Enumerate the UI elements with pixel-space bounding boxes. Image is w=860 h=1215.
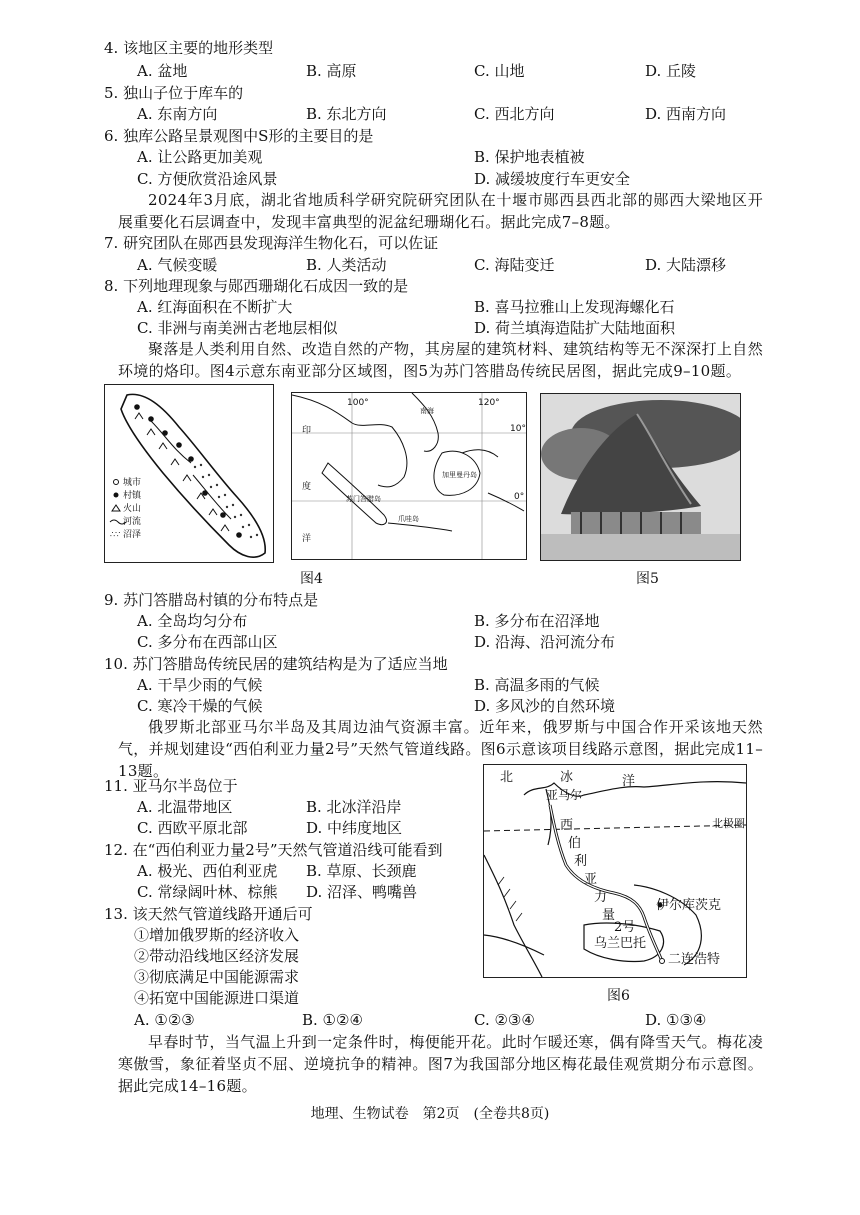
q6-option-d: D. 减缓坡度行车更安全 [474,170,631,188]
label-irkutsk: 伊尔库茨克 [656,898,722,913]
q4-option-a: A. 盆地 [137,62,188,80]
q7-option-b: B. 人类活动 [306,256,387,274]
legend-city: 城市 [123,478,142,488]
figure-5-caption: 图5 [636,571,659,587]
label-du: 度 [302,482,312,492]
q8-stem: 8. 下列地理现象与郧西珊瑚化石成因一致的是 [104,277,409,295]
q4-option-b: B. 高原 [306,62,357,80]
q7-option-a: A. 气候变暖 [137,256,218,274]
label-li2: 力 [594,890,608,905]
label-no2: 2号 [614,920,636,935]
q8-option-d: D. 荷兰填海造陆扩大陆地面积 [474,319,676,337]
label-ulaanbaatar: 乌兰巴托 [594,936,647,951]
q9-option-b: B. 多分布在沼泽地 [474,612,600,630]
q11-stem: 11. 亚马尔半岛位于 [104,777,238,795]
q13-item-2: ②带动沿线地区经济发展 [134,947,300,965]
house-photo-svg [541,394,740,560]
q10-option-d: D. 多风沙的自然环境 [474,697,616,715]
legend-town: 村镇 [123,491,142,501]
intro-14-16: 早春时节，当气温上升到一定条件时，梅便能开花。此时乍暖还寒，偶有降雪天气。梅花凌寒傲雪，象征着坚贞不屈、逆境抗争的精神。图7为我国部分地区梅花最佳观赏期分布示意图。据此完成14–16题。 [118,1033,763,1095]
intro-9-10: 聚落是人类利用自然、改造自然的产物，其房屋的建筑材料、建筑结构等无不深深打上自然环境的烙印。图4示意东南亚部分区域图，图5为苏门答腊岛传统民居图，据此完成9–10题。 [118,340,763,380]
q5-stem: 5. 独山子位于库车的 [104,84,244,102]
intro-7-8: 2024年3月底，湖北省地质科学研究院研究团队在十堰市郧西县西北部的郧西大梁地区开展重要化石层调查中，发现丰富典型的泥盆纪珊瑚化石。据此完成7–8题。 [118,191,763,231]
q13-stem: 13. 该天然气管道线路开通后可 [104,905,313,923]
label-bing: 冰 [560,770,574,785]
svg-text:∴∵: ∴∵ [110,530,121,539]
q12-option-c: C. 常绿阔叶林、棕熊 [137,883,278,901]
sumatra-map-svg [105,385,273,562]
q12-option-b: B. 草原、长颈鹿 [306,862,417,880]
figure-4-southeast-asia-map [291,392,527,560]
q11-option-d: D. 中纬度地区 [306,819,403,837]
q6-option-a: A. 让公路更加美观 [137,148,263,166]
q10-option-c: C. 寒冷干燥的气候 [137,697,263,715]
q9-option-a: A. 全岛均匀分布 [137,612,248,630]
label-yang: 洋 [622,774,636,789]
lon-120-label: 120° [478,398,500,408]
figure-4-caption: 图4 [300,571,323,587]
label-sumatra: 苏门答腊岛 [346,495,381,503]
lon-100-label: 100° [347,398,369,408]
q10-option-b: B. 高温多雨的气候 [474,676,600,694]
q4-option-c: C. 山地 [474,62,525,80]
q13-option-d: D. ①③④ [645,1011,707,1029]
q13-item-1: ①增加俄罗斯的经济收入 [134,926,300,944]
q12-option-d: D. 沼泽、鸭嘴兽 [306,883,418,901]
q12-stem: 12. 在“西伯利亚力量2号”天然气管道沿线可能看到 [104,841,443,859]
q4-stem: 4. 该地区主要的地形类型 [104,39,274,57]
q13-option-b: B. ①②④ [302,1011,363,1029]
q10-option-a: A. 干旱少雨的气候 [137,676,263,694]
label-xi: 西 [560,818,574,833]
label-yin: 印 [302,426,312,436]
q11-option-a: A. 北温带地区 [137,798,233,816]
lat-10-label: 10° [510,424,526,434]
label-yamal: 亚马尔 [546,788,583,802]
q6-stem: 6. 独库公路呈景观图中S形的主要目的是 [104,127,374,145]
q8-option-b: B. 喜马拉雅山上发现海螺化石 [474,298,675,316]
label-arctic-circle: 北极圈 [712,817,745,830]
lat-0-label: 0° [514,492,525,502]
legend-volcano: 火山 [123,504,142,514]
label-ya: 亚 [584,872,598,887]
q6-option-c: C. 方便欣赏沿途风景 [137,170,278,188]
figure-4-sumatra-map [104,384,274,563]
q11-option-c: C. 西欧平原北部 [137,819,248,837]
q9-option-d: D. 沿海、沿河流分布 [474,633,616,651]
legend-swamp: 沼泽 [123,530,142,540]
q5-option-a: A. 东南方向 [137,105,218,123]
legend-river: 河流 [123,517,142,527]
q10-stem: 10. 苏门答腊岛传统民居的建筑结构是为了适应当地 [104,655,448,673]
q9-stem: 9. 苏门答腊岛村镇的分布特点是 [104,591,319,609]
q5-option-d: D. 西南方向 [645,105,727,123]
label-erenhot: 二连浩特 [668,952,721,967]
label-yang: 洋 [302,534,312,544]
figure-6-caption: 图6 [607,988,630,1004]
q5-option-c: C. 西北方向 [474,105,555,123]
label-java: 爪哇岛 [398,515,419,523]
q7-option-d: D. 大陆漂移 [645,256,727,274]
q11-option-b: B. 北冰洋沿岸 [306,798,402,816]
intro-11-13: 俄罗斯北部亚马尔半岛及其周边油气资源丰富。近年来，俄罗斯与中国合作开采该地天然气，并规划建设“西伯利亚力量2号”天然气管道线路。图6示意该项目线路示意图，据此完成11–13题。 [118,718,763,780]
q7-stem: 7. 研究团队在郧西县发现海洋生物化石，可以佐证 [104,234,439,252]
q9-option-c: C. 多分布在西部山区 [137,633,278,651]
label-bo: 伯 [568,836,582,851]
q13-option-a: A. ①②③ [134,1011,195,1029]
sea-map-svg [292,393,526,559]
q13-option-c: C. ②③④ [474,1011,535,1029]
q12-option-a: A. 极光、西伯利亚虎 [137,862,278,880]
q4-option-d: D. 丘陵 [645,62,697,80]
q8-option-c: C. 非洲与南美洲古老地层相似 [137,319,338,337]
page-footer: 地理、生物试卷 第2页 (全卷共8页) [310,1106,550,1122]
q5-option-b: B. 东北方向 [306,105,387,123]
q8-option-a: A. 红海面积在不断扩大 [137,298,293,316]
label-bei: 北 [500,770,514,785]
q6-option-b: B. 保护地表植被 [474,148,585,166]
q13-item-3: ③彻底满足中国能源需求 [134,968,300,986]
figure-5-house-photo [540,393,741,561]
label-nanhai: 南海 [420,407,434,415]
label-liang: 量 [602,908,616,923]
label-li: 利 [574,854,588,869]
label-kalimantan: 加里曼丹岛 [442,471,477,479]
q7-option-c: C. 海陆变迁 [474,256,555,274]
q13-item-4: ④拓宽中国能源进口渠道 [134,989,300,1007]
